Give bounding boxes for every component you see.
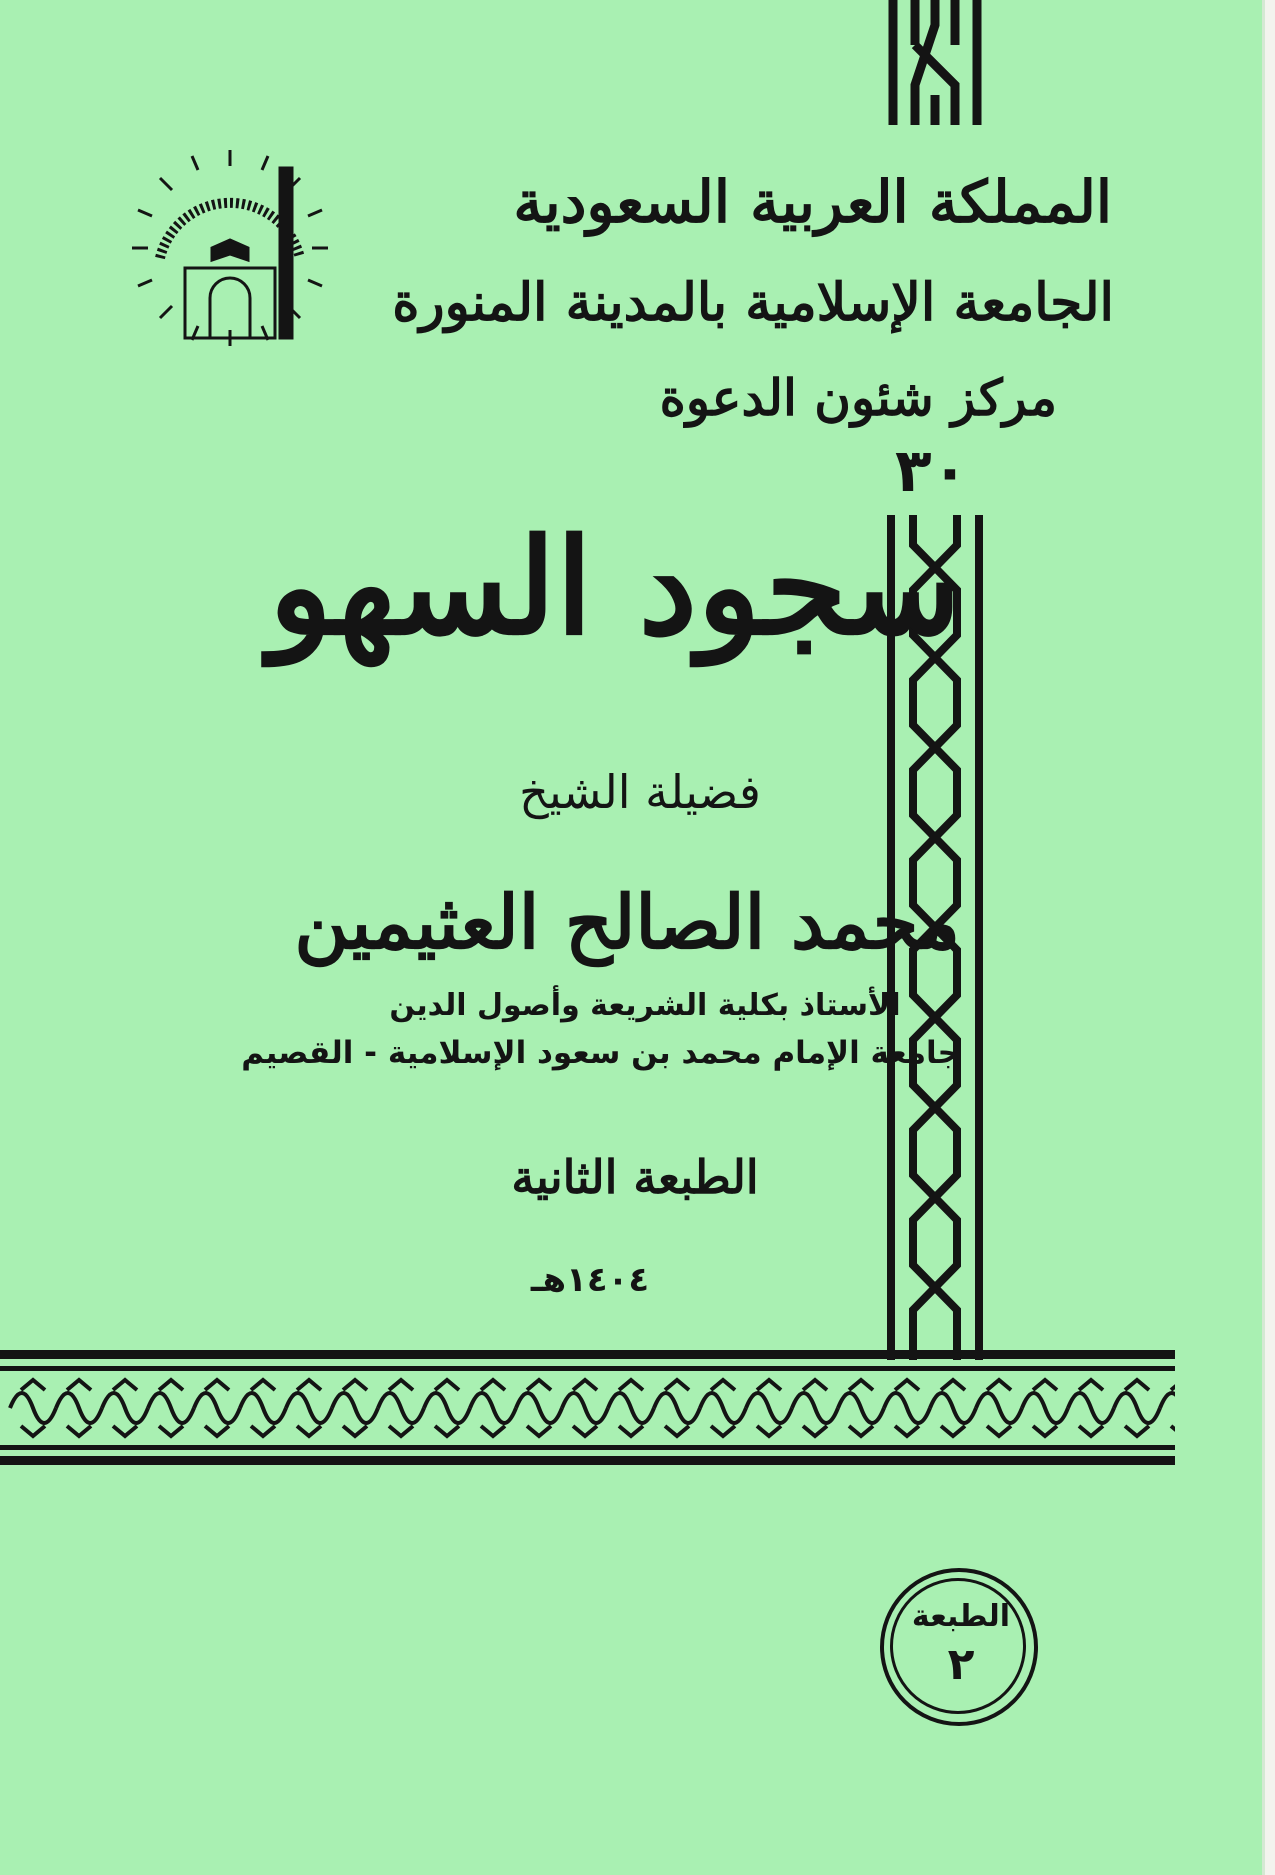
ornament-motif: [1022, 1380, 1068, 1436]
edition-badge-ring: [890, 1578, 1026, 1714]
book-title: سجود السهو: [268, 510, 962, 665]
edition-badge-label: الطبعة: [911, 1599, 1011, 1634]
ornament-motif: [240, 1380, 286, 1436]
ornament-motif: [424, 1380, 470, 1436]
ornamental-border: [0, 1350, 1175, 1466]
ornament-motif: [654, 1380, 700, 1436]
edition-badge-number: ٢: [947, 1639, 975, 1690]
ornament-motif: [700, 1380, 746, 1436]
author-name: محمد الصالح العثيمين: [294, 880, 960, 966]
university-heading: الجامعة الإسلامية بالمدينة المنورة: [392, 272, 1114, 333]
publication-year: ١٤٠٤هـ: [530, 1260, 650, 1300]
ornament-motif: [562, 1380, 608, 1436]
ornament-motif: [792, 1380, 838, 1436]
kingdom-heading: المملكة العربية السعودية: [513, 168, 1112, 236]
ornament-motif: [1114, 1380, 1160, 1436]
ornament-motif: [148, 1380, 194, 1436]
edition-label: الطبعة الثانية: [511, 1150, 759, 1204]
center-heading: مركز شئون الدعوة: [659, 368, 1057, 427]
ornament-motif: [10, 1380, 56, 1436]
ornament-motif: [378, 1380, 424, 1436]
author-honorific: فضيلة الشيخ: [519, 765, 761, 819]
ornament-motif: [608, 1380, 654, 1436]
ornament-motif: [1068, 1380, 1114, 1436]
ornament-motif: [746, 1380, 792, 1436]
ornament-motif: [102, 1380, 148, 1436]
ornament-motif: [976, 1380, 1022, 1436]
edition-badge: [880, 1568, 1038, 1726]
ornament-motif: [56, 1380, 102, 1436]
author-affiliation-line2: جامعة الإمام محمد بن سعود الإسلامية - القصيم: [241, 1035, 960, 1071]
ornament-motif: [884, 1380, 930, 1436]
ornament-motif: [286, 1380, 332, 1436]
author-affiliation-line1: الأستاذ بكلية الشريعة وأصول الدين: [389, 988, 901, 1023]
ornament-motif: [332, 1380, 378, 1436]
ornament-motif: [516, 1380, 562, 1436]
ornament-motif: [930, 1380, 976, 1436]
ornament-motif: [838, 1380, 884, 1436]
ornament-motif: [1160, 1380, 1175, 1436]
series-number: ٣٠: [895, 436, 969, 506]
ornament-motif: [194, 1380, 240, 1436]
university-emblem-icon: [130, 148, 330, 348]
top-ornament-column: [885, 0, 985, 125]
ornament-motif: [470, 1380, 516, 1436]
